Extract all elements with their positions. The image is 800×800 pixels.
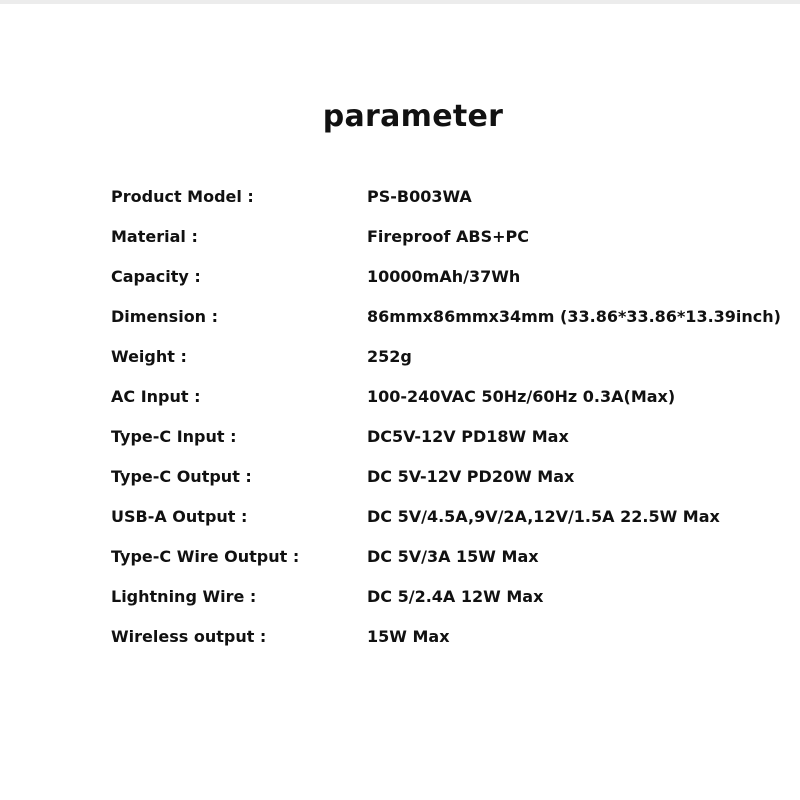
spec-value: PS-B003WA (367, 187, 472, 206)
spec-row-lightning-wire (111, 585, 791, 625)
spec-label: Lightning Wire : (111, 587, 257, 606)
spec-row-type-c-output (111, 465, 791, 505)
spec-value: 86mmx86mmx34mm (33.86*33.86*13.39inch) (367, 307, 781, 326)
spec-row-type-c-wire-output (111, 545, 791, 585)
spec-label: Weight : (111, 347, 187, 366)
spec-row-wireless-output (111, 625, 791, 665)
spec-row-ac-input (111, 385, 791, 425)
spec-value: 100-240VAC 50Hz/60Hz 0.3A(Max) (367, 387, 676, 406)
spec-value: DC5V-12V PD18W Max (367, 427, 569, 446)
spec-label: Type-C Wire Output : (111, 547, 300, 566)
spec-table (111, 185, 791, 665)
spec-value: 252g (367, 347, 412, 366)
spec-value: 15W Max (367, 627, 450, 646)
spec-row-type-c-input (111, 425, 791, 465)
spec-row-usb-a-output (111, 505, 791, 545)
spec-value: DC 5V/4.5A,9V/2A,12V/1.5A 22.5W Max (367, 507, 720, 526)
spec-label: Product Model : (111, 187, 254, 206)
spec-label: Type-C Input : (111, 427, 237, 446)
spec-value: DC 5/2.4A 12W Max (367, 587, 544, 606)
spec-label: AC Input : (111, 387, 201, 406)
spec-row-product-model (111, 185, 791, 225)
spec-label: Type-C Output : (111, 467, 252, 486)
spec-label: Dimension : (111, 307, 219, 326)
spec-row-capacity (111, 265, 791, 305)
spec-value: DC 5V/3A 15W Max (367, 547, 539, 566)
spec-label: USB-A Output : (111, 507, 248, 526)
spec-label: Material : (111, 227, 198, 246)
page-title: parameter (322, 99, 504, 134)
spec-row-dimension (111, 305, 791, 345)
spec-row-material (111, 225, 791, 265)
top-divider (0, 0, 800, 4)
spec-value: Fireproof ABS+PC (367, 227, 529, 246)
spec-label: Wireless output : (111, 627, 267, 646)
spec-label: Capacity : (111, 267, 201, 286)
spec-value: DC 5V-12V PD20W Max (367, 467, 575, 486)
spec-value: 10000mAh/37Wh (367, 267, 521, 286)
spec-row-weight (111, 345, 791, 385)
